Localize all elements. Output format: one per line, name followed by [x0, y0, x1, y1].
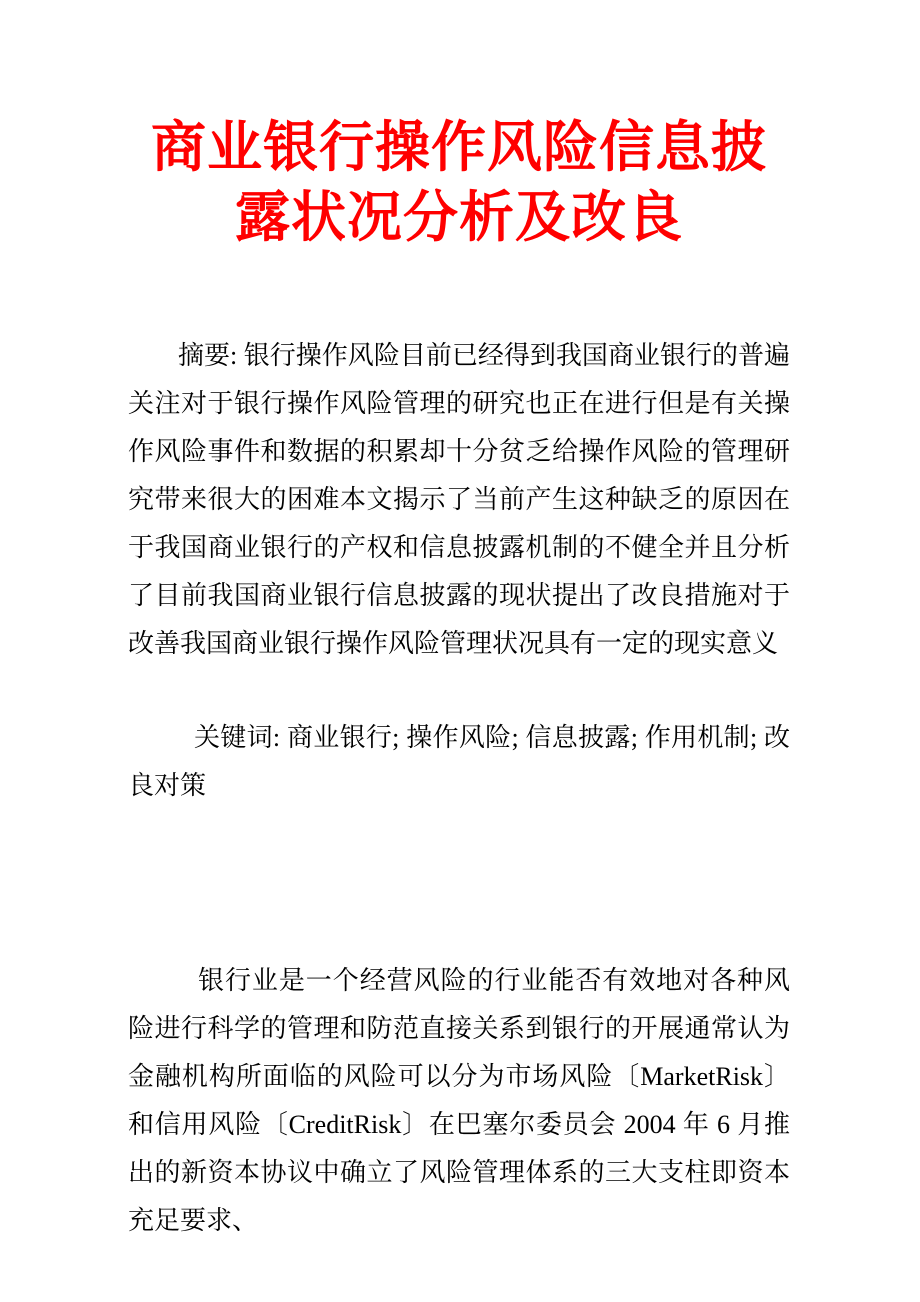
body-paragraph: 银行业是一个经营风险的行业能否有效地对各种风险进行科学的管理和防范直接关系到银行的开展通常认为金融机构所面临的风险可以分为市场风险〔MarketRisk〕和信用风险〔CreditRisk〕在巴塞尔委员会 2004 年 6 月推出的新资本协议中确立了风险管理体系的三大支柱即资本充足要求、 [128, 966, 790, 1235]
abstract-paragraph: 摘要: 银行操作风险目前已经得到我国商业银行的普遍关注对于银行操作风险管理的研究也正在进行但是有关操作风险事件和数据的积累却十分贫乏给操作风险的管理研究带来很大的困难本文揭示了当前产生这种缺乏的原因在于我国商业银行的产权和信息披露机制的不健全并且分析了目前我国商业银行信息披露的现状提出了改良措施对于改善我国商业银行操作风险管理状况具有一定的现实意义 [128, 341, 790, 658]
document-title [128, 0, 790, 252]
keywords-paragraph: 关键词: 商业银行; 操作风险; 信息披露; 作用机制; 改良对策 [128, 723, 790, 800]
title-line-1: 商业银行操作风险信息披 [150, 116, 767, 178]
title-line-2: 露状况分析及改良 [234, 186, 683, 248]
